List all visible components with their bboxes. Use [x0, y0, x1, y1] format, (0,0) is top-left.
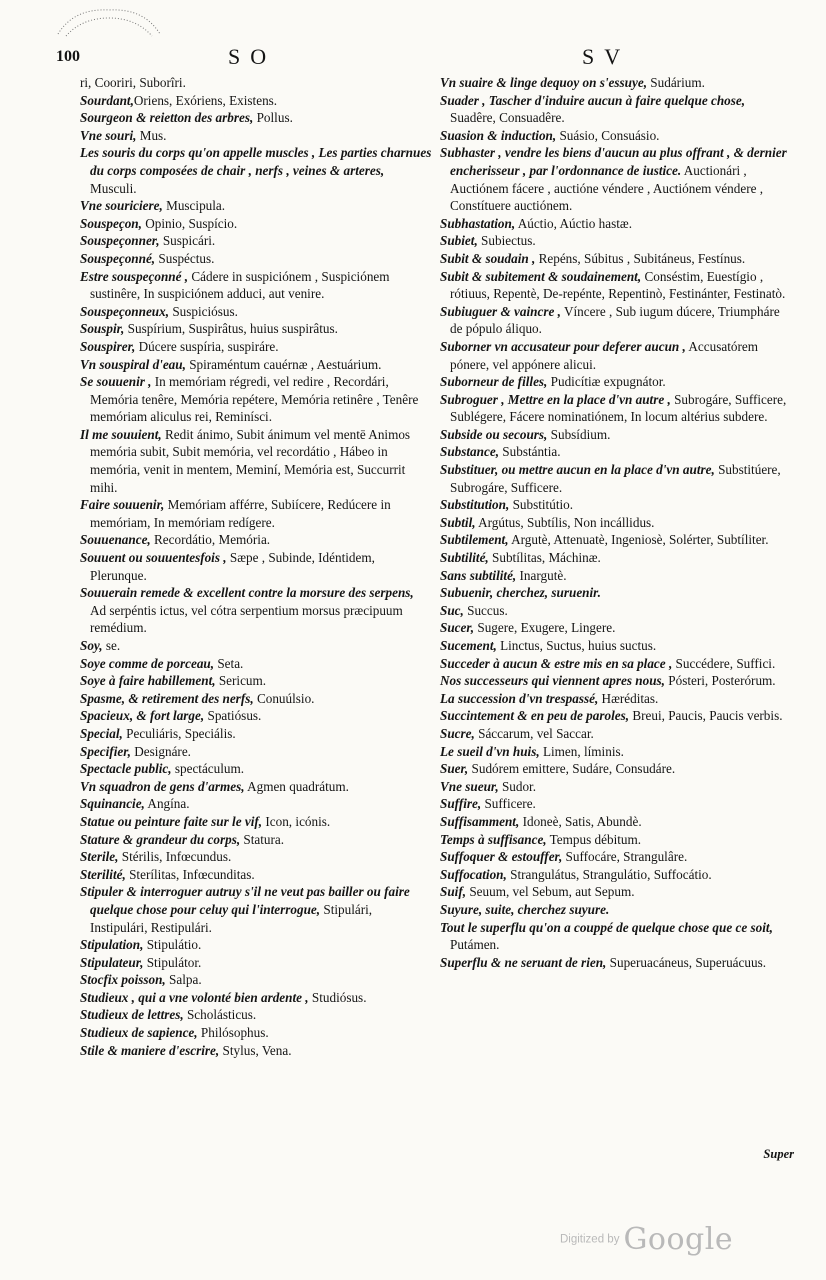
dictionary-entry	[440, 778, 790, 796]
entry-headword: Spectacle public,	[80, 761, 172, 777]
entry-translation: Hæréditas.	[598, 690, 659, 706]
entry-translation: Accusatórem pónere, vel appónere alicui.	[450, 338, 758, 372]
entry-translation: Opinio, Suspício.	[141, 215, 238, 231]
entry-translation: Cádere in suspiciónem , Suspiciónem sustinêre, In suspiciónem adduci, aut venire.	[90, 268, 390, 302]
dictionary-entry	[440, 215, 790, 233]
entry-translation: Suspicári.	[159, 233, 216, 249]
entry-translation: Succus.	[463, 602, 508, 618]
entry-headword: Sourgeon & reietton des arbres,	[80, 110, 254, 126]
dictionary-entry	[440, 795, 790, 813]
dictionary-entry	[440, 92, 790, 127]
dictionary-entry	[80, 320, 432, 338]
entry-headword: Sourdant,	[80, 92, 134, 108]
dictionary-entry	[80, 848, 432, 866]
dictionary-entry	[80, 989, 432, 1007]
dictionary-entry	[80, 637, 432, 655]
entry-translation: Superuacáneus, Superuácuus.	[606, 954, 767, 970]
entry-translation: Inargutè.	[516, 567, 567, 583]
dictionary-entry	[80, 531, 432, 549]
dictionary-entry	[80, 1006, 432, 1024]
entry-translation: Seuum, vel Sebum, aut Sepum.	[466, 884, 635, 900]
dictionary-entry	[440, 144, 790, 214]
entry-translation: Studiósus.	[308, 989, 367, 1005]
running-head-right: SV	[582, 44, 631, 69]
dictionary-entry	[80, 250, 432, 268]
dictionary-entry	[80, 690, 432, 708]
entry-headword: Suer,	[440, 761, 469, 777]
entry-headword: Subhaster , vendre les biens d'aucun au plus offrant , & dernier encherisseur , par l'ordonnance de iustice.	[440, 145, 787, 178]
dictionary-entry	[80, 1042, 432, 1060]
entry-headword: Il me souuient,	[80, 426, 162, 442]
entry-translation: Salpa.	[165, 972, 202, 988]
entry-translation: Sugere, Exugere, Lingere.	[474, 620, 616, 636]
library-stamp-icon	[54, 4, 164, 40]
entry-headword: Soye à faire habillement,	[80, 673, 216, 689]
entry-headword: Souuenance,	[80, 532, 151, 548]
entry-headword: Suasion & induction,	[440, 127, 557, 143]
entry-translation: Suadêre, Consuadêre.	[450, 110, 565, 126]
entry-translation: Sericum.	[215, 673, 267, 689]
dictionary-entry	[440, 567, 790, 585]
entry-headword: Souuerain remede & excellent contre la morsure des serpens,	[80, 585, 414, 601]
dictionary-entry	[80, 144, 432, 197]
entry-headword: Souuent ou souuentesfois ,	[80, 550, 227, 566]
entry-translation: Suásio, Consuásio.	[556, 127, 660, 143]
entry-translation: Sufficere.	[481, 796, 536, 812]
dictionary-entry	[80, 725, 432, 743]
entry-translation: Agmen quadrátum.	[244, 778, 349, 794]
dictionary-entry	[80, 303, 432, 321]
dictionary-entry	[80, 496, 432, 531]
dictionary-entry	[440, 373, 790, 391]
entry-translation: Breui, Paucis, Paucis verbis.	[629, 708, 783, 724]
entry-translation: Seta.	[214, 655, 244, 671]
entry-headword: Studieux de sapience,	[80, 1025, 198, 1041]
dictionary-entry	[440, 690, 790, 708]
entry-translation: Mus.	[136, 127, 167, 143]
entry-translation: Subrogáre, Sufficere, Sublégere, Fácere nominatiónem, In locum altérius subdere.	[450, 391, 787, 425]
entry-headword: Subroguer , Mettre en la place d'vn autre ,	[440, 391, 671, 407]
dictionary-entry	[440, 866, 790, 884]
dictionary-entry	[80, 672, 432, 690]
entry-headword: Suborneur de filles,	[440, 374, 548, 390]
dictionary-entry	[80, 338, 432, 356]
entry-headword: Le sueil d'vn huis,	[440, 743, 540, 759]
entry-translation: Substitúere, Subrogáre, Sufficere.	[450, 462, 781, 495]
entry-translation: Subiectus.	[477, 233, 536, 249]
running-head-left: SO	[228, 44, 277, 69]
entry-headword: Stocfix poisson,	[80, 972, 166, 988]
entry-translation: Muscipula.	[162, 198, 226, 214]
entry-headword: Suffoquer & estouffer,	[440, 849, 563, 865]
entry-translation: Suffocáre, Strangulâre.	[562, 849, 688, 865]
entry-headword: Subtil,	[440, 514, 476, 530]
dictionary-entry	[440, 901, 790, 919]
dictionary-entry	[80, 743, 432, 761]
dictionary-entry	[80, 813, 432, 831]
dictionary-entry	[80, 197, 432, 215]
dictionary-entry	[80, 1024, 432, 1042]
entry-headword: Substituer, ou mettre aucun en la place d'vn autre,	[440, 462, 715, 478]
entry-headword: Stipuler & interroguer autruy s'il ne veut pas bailler ou faire quelque chose pour celuy qui l'interrogue,	[80, 884, 410, 917]
dictionary-entry	[440, 743, 790, 761]
dictionary-entry	[440, 268, 790, 303]
entry-translation: Ad serpéntis ictus, vel cótra serpentium morsus præcipuum remédium.	[90, 602, 403, 636]
entry-headword: Suborner vn accusateur pour deferer aucun ,	[440, 338, 686, 354]
entry-headword: Subit & subitement & soudainement,	[440, 268, 642, 284]
entry-headword: Suffisamment,	[440, 813, 520, 829]
entry-headword: Soye comme de porceau,	[80, 655, 215, 671]
dictionary-entry	[440, 883, 790, 901]
right-column	[440, 74, 790, 971]
entry-translation: Spatiósus.	[204, 708, 262, 724]
entry-headword: Succintement & en peu de paroles,	[440, 708, 630, 724]
entry-translation: Icon, icónis.	[262, 813, 331, 829]
dictionary-entry	[440, 514, 790, 532]
entry-headword: Suffocation,	[440, 866, 507, 882]
entry-headword: Sucer,	[440, 620, 475, 636]
entry-headword: Statue ou peinture faite sur le vif,	[80, 813, 263, 829]
entry-headword: Tout le superflu qu'on a couppé de quelque chose que ce soit,	[440, 919, 773, 935]
dictionary-entry	[80, 215, 432, 233]
entry-translation: In memóriam régredi, vel redire , Recordári, Memória tenêre, Memória repétere, Memória retinêre , Tenêre memóriam aliculus rei, Reminísci.	[90, 374, 419, 425]
entry-headword: Subside ou secours,	[440, 426, 548, 442]
entry-headword: Succeder à aucun & estre mis en sa place ,	[440, 655, 673, 671]
entry-headword: Special,	[80, 725, 123, 741]
dictionary-entry	[440, 954, 790, 972]
entry-headword: Suyure, suite, cherchez suyure.	[440, 901, 610, 917]
dictionary-entry	[440, 391, 790, 426]
dictionary-entry	[440, 127, 790, 145]
dictionary-entry	[80, 268, 432, 303]
entry-translation: Conuúlsio.	[253, 690, 315, 706]
dictionary-entry	[80, 549, 432, 584]
entry-translation: Succédere, Suffici.	[672, 655, 776, 671]
dictionary-entry	[440, 584, 790, 602]
entry-headword: Subtilité,	[440, 550, 489, 566]
entry-translation: Recordátio, Memória.	[150, 532, 271, 548]
entry-translation: Sáccarum, vel Saccar.	[474, 725, 594, 741]
entry-translation: Scholásticus.	[183, 1007, 257, 1023]
dictionary-entry	[440, 232, 790, 250]
dictionary-entry	[440, 531, 790, 549]
dictionary-entry	[80, 92, 432, 110]
dictionary-entry	[440, 303, 790, 338]
entry-translation: Stipulátio.	[143, 937, 202, 953]
dictionary-entry	[440, 496, 790, 514]
dictionary-entry	[440, 250, 790, 268]
entry-headword: Souspeçonner,	[80, 233, 160, 249]
entry-translation: Sudórem emittere, Sudáre, Consudáre.	[468, 761, 676, 777]
dictionary-entry	[440, 672, 790, 690]
digitized-by-google	[560, 1222, 733, 1257]
entry-translation: Víncere , Sub iugum dúcere, Triumpháre de pópulo áliquo.	[450, 303, 780, 337]
entry-headword: Substitution,	[440, 497, 510, 513]
entry-headword: Subtilement,	[440, 532, 509, 548]
dictionary-entry	[80, 655, 432, 673]
dictionary-entry	[440, 760, 790, 778]
entry-translation: Auctionári , Auctiónem fácere , auctióne véndere , Auctiónem véndere , Constítuere auctiónem.	[450, 162, 764, 214]
dictionary-entry	[80, 866, 432, 884]
entry-translation: Suspírium, Suspirâtus, huius suspirâtus.	[124, 321, 338, 337]
entry-headword: Souspeçonneux,	[80, 303, 170, 319]
entry-headword: Superflu & ne seruant de rien,	[440, 954, 607, 970]
entry-translation: Pollus.	[253, 110, 293, 126]
entry-headword: Souspirer,	[80, 338, 136, 354]
entry-headword: Faire souuenir,	[80, 497, 165, 513]
dictionary-entry	[440, 848, 790, 866]
entry-headword: La succession d'vn trespassé,	[440, 690, 599, 706]
google-logo: Google	[623, 1222, 734, 1257]
entry-headword: Suc,	[440, 602, 464, 618]
entry-headword: Suader , Tascher d'induire aucun à faire quelque chose,	[440, 92, 746, 108]
entry-translation: Peculiáris, Speciális.	[122, 725, 236, 741]
entry-headword: Studieux de lettres,	[80, 1007, 184, 1023]
entry-translation: Aúctio, Aúctio hastæ.	[515, 215, 632, 231]
entry-translation: Suspéctus.	[155, 250, 215, 266]
entry-translation: Substitútio.	[509, 497, 574, 513]
entry-translation: Limen, líminis.	[539, 743, 624, 759]
left-column	[80, 74, 432, 1059]
entry-translation: Designáre.	[130, 743, 191, 759]
entry-headword: Vne sueur,	[440, 778, 499, 794]
dictionary-entry	[80, 954, 432, 972]
dictionary-entry	[80, 127, 432, 145]
entry-headword: Squinancie,	[80, 796, 145, 812]
dictionary-entry	[80, 426, 432, 496]
entry-translation: Conséstim, Euestígio , rótiuus, Repentè, De-repénte, Repentinò, Festinánter, Festinatò.	[450, 268, 786, 302]
entry-headword: Se souuenir ,	[80, 374, 152, 390]
entry-translation: Redit ánimo, Subit ánimum vel mentē Animos memória subit, Subit memória, vel recordátio , Hábeo in memória, venit in mentem, Meminí, Memória est, Succurrit mihi.	[90, 426, 411, 495]
dictionary-entry	[440, 725, 790, 743]
entry-translation: Stipulátor.	[143, 954, 202, 970]
entry-headword: Stipulation,	[80, 937, 144, 953]
entry-headword: Studieux , qui a vne volonté bien ardente ,	[80, 989, 309, 1005]
entry-headword: Subhastation,	[440, 215, 516, 231]
entry-headword: Vne souriciere,	[80, 198, 163, 214]
entry-translation: spectáculum.	[171, 761, 245, 777]
entry-headword: Spasme, & retirement des nerfs,	[80, 690, 254, 706]
entry-headword: Subiet,	[440, 233, 478, 249]
dictionary-entry	[440, 831, 790, 849]
entry-headword: Vn suaire & linge dequoy on s'essuye,	[440, 75, 647, 90]
entry-headword: Stature & grandeur du corps,	[80, 831, 241, 847]
entry-translation: Subsídium.	[547, 426, 611, 442]
entry-translation: Subtílitas, Máchinæ.	[488, 550, 601, 566]
entry-translation: Idoneè, Satis, Abundè.	[519, 813, 642, 829]
entry-headword: Stipulateur,	[80, 954, 144, 970]
entry-headword: Sans subtilité,	[440, 567, 517, 583]
entry-translation: Statura.	[240, 831, 285, 847]
dictionary-entry	[440, 919, 790, 954]
entry-translation: Spiraméntum cauérnæ , Aestuárium.	[185, 356, 382, 372]
dictionary-entry	[80, 795, 432, 813]
entry-headword: Temps à suffisance,	[440, 831, 547, 847]
entry-headword: Souspeçon,	[80, 215, 142, 231]
dictionary-entry	[80, 232, 432, 250]
entry-headword: Sucre,	[440, 725, 475, 741]
dictionary-entry	[80, 831, 432, 849]
entry-headword: Sucement,	[440, 638, 497, 653]
dictionary-entry	[80, 883, 432, 936]
entry-translation: Dúcere suspíria, suspiráre.	[135, 338, 279, 354]
entry-translation: se.	[102, 638, 121, 653]
dictionary-entry	[80, 356, 432, 374]
entry-headword: Subuenir, cherchez, suruenir.	[440, 585, 601, 601]
entry-headword: Sterile,	[80, 849, 119, 865]
entry-headword: Vne souri,	[80, 127, 137, 143]
entry-translation: Philósophus.	[197, 1025, 269, 1041]
entry-translation: Tempus débitum.	[546, 831, 642, 847]
dictionary-entry	[440, 426, 790, 444]
entry-headword: Stile & maniere d'escrire,	[80, 1042, 220, 1058]
dictionary-entry	[440, 619, 790, 637]
entry-translation: Strangulátus, Strangulátio, Suffocátio.	[506, 866, 712, 882]
entry-translation: Stylus, Vena.	[219, 1042, 292, 1058]
entry-translation: Sudárium.	[647, 75, 705, 90]
dictionary-entry	[80, 971, 432, 989]
dictionary-entry	[80, 778, 432, 796]
dictionary-entry	[80, 109, 432, 127]
dictionary-entry	[440, 707, 790, 725]
dictionary-entry	[440, 602, 790, 620]
entry-headword: Suffire,	[440, 796, 482, 812]
page-number: 100	[56, 48, 80, 65]
entry-headword: Vn souspiral d'eau,	[80, 356, 186, 372]
entry-translation: Repéns, Súbitus , Subitáneus, Festínus.	[535, 250, 746, 266]
entry-headword: Souspir,	[80, 321, 125, 337]
entry-headword: Subit & soudain ,	[440, 250, 536, 266]
entry-translation: Sudor.	[498, 778, 537, 794]
entry-headword: Sterilité,	[80, 866, 126, 882]
dictionary-entry	[80, 74, 432, 92]
entry-translation: Sæpe , Subinde, Idéntidem, Plerunque.	[90, 550, 375, 583]
entry-translation: Angína.	[144, 796, 190, 812]
entry-headword: Specifier,	[80, 743, 131, 759]
entry-translation: Substántia.	[499, 444, 561, 460]
dictionary-entry	[80, 760, 432, 778]
dictionary-entry	[80, 584, 432, 637]
entry-headword: Estre souspeçonné ,	[80, 268, 189, 284]
entry-headword: Substance,	[440, 444, 499, 460]
entry-headword: Soy,	[80, 638, 103, 653]
entry-translation: Stipulári, Instipulári, Restipulári.	[90, 901, 373, 935]
entry-translation: Stérilis, Infœcundus.	[118, 849, 232, 865]
entry-headword: Suif,	[440, 884, 467, 900]
dictionary-entry	[440, 637, 790, 655]
entry-headword: Souspeçonné,	[80, 250, 156, 266]
catchword: Super	[763, 1147, 794, 1161]
entry-translation: Oriens, Exóriens, Existens.	[133, 92, 278, 108]
entry-translation: Pudicítiæ expugnátor.	[547, 374, 666, 390]
dictionary-entry	[440, 443, 790, 461]
entry-translation: Musculi.	[90, 180, 137, 196]
digitized-by-text: Digitized by	[560, 1233, 620, 1246]
dictionary-entry	[80, 373, 432, 426]
entry-translation: Argutè, Attenuatè, Ingeniosè, Solérter, Subtíliter.	[508, 532, 769, 548]
entry-translation: Sterílitas, Infœcunditas.	[125, 866, 255, 882]
entry-translation: Pósteri, Posterórum.	[664, 673, 776, 689]
entry-headword: Nos successeurs qui viennent apres nous,	[440, 673, 665, 689]
dictionary-entry	[80, 936, 432, 954]
entry-headword: Spacieux, & fort large,	[80, 708, 205, 724]
entry-translation: Argútus, Subtílis, Non incállidus.	[475, 514, 655, 530]
entry-headword: Vn squadron de gens d'armes,	[80, 778, 245, 794]
entry-translation: Linctus, Suctus, huius suctus.	[496, 638, 657, 653]
dictionary-entry	[440, 549, 790, 567]
dictionary-entry	[440, 461, 790, 496]
entry-translation: Suspiciósus.	[169, 303, 238, 319]
dictionary-entry	[80, 707, 432, 725]
dictionary-entry	[440, 338, 790, 373]
dictionary-entry	[440, 813, 790, 831]
entry-headword: Subiuguer & vaincre ,	[440, 303, 561, 319]
entry-translation: Memóriam afférre, Subiícere, Redúcere in memóriam, In memóriam redígere.	[90, 497, 391, 530]
dictionary-entry	[440, 74, 790, 92]
entry-headword: Les souris du corps qu'on appelle muscles , Les parties charnues du corps composées de chair , nerfs , veines & arteres,	[80, 145, 432, 178]
entry-translation: ri, Cooriri, Suborîri.	[80, 75, 186, 90]
dictionary-entry	[440, 655, 790, 673]
entry-translation: Putámen.	[450, 937, 500, 953]
